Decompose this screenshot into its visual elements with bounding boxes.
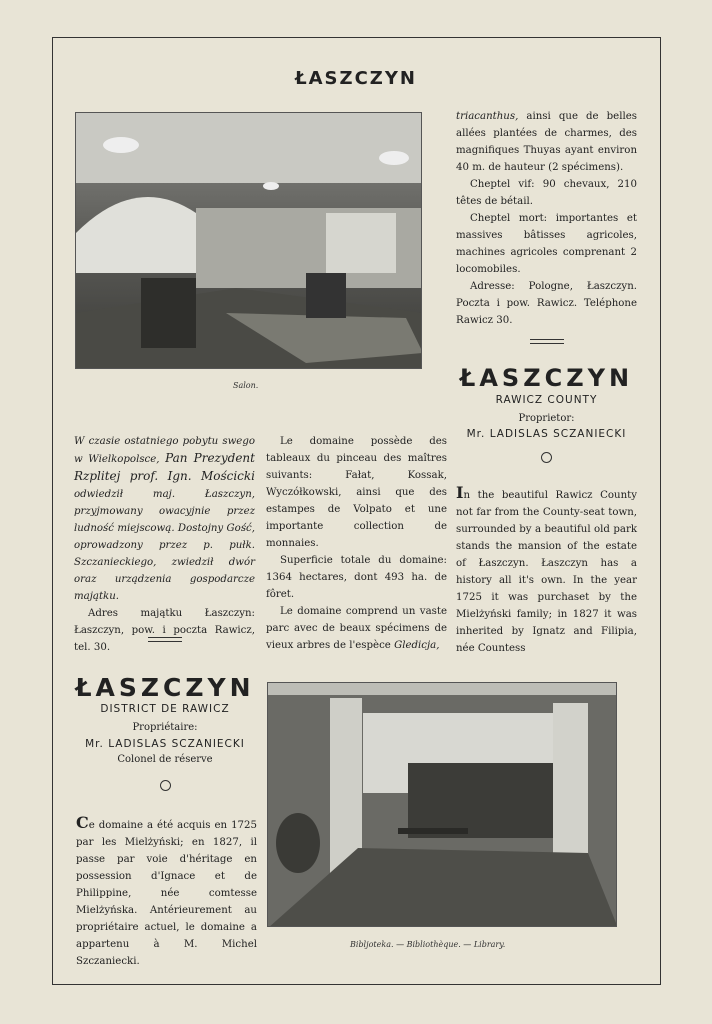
french-title: ŁASZCZYN: [75, 673, 255, 702]
library-illustration: [268, 683, 617, 927]
french-mid-p1: Le domaine possède des tableaux du pinceau des maîtres suivants: Fałat, Kossak, Wyczółkowski, ainsi que des estampes de Volpato et une importante collection de monnaies.: [266, 436, 447, 549]
french-bottom-body: [76, 814, 257, 970]
french-mid-p3-italic: Gledicja,: [394, 640, 440, 651]
english-dropcap: I: [456, 483, 464, 502]
french-mid-p2: Superficie totale du domaine: 1364 hectares, dont 493 ha. de fôret.: [266, 555, 447, 600]
salon-illustration: [76, 113, 422, 369]
english-proprietor-name: Mr. LADISLAS SCZANIECKI: [466, 428, 627, 440]
polish-p1-a: W czasie ostatniego pobytu swego w Wielkopolsce,: [74, 436, 255, 465]
library-photo: [267, 682, 617, 927]
polish-text: [74, 433, 255, 656]
french-owner-name: Mr. LADISLAS SCZANIECKI: [85, 738, 245, 750]
english-body: [456, 484, 637, 657]
english-county: RAWICZ COUNTY: [495, 394, 598, 406]
french-text-mid: [266, 433, 447, 654]
english-body-text: n the beautiful Rawicz County not far from the County-seat town, surrounded by a beautiful old park stands the mansion of the estate of Łaszczyn. Łaszczyn has a history all it's own. In the year 1725 it was purchaset by the Mielżyński family; in 1827 it was inherited by Ignatz and Filipia, née Countess: [456, 490, 637, 654]
french-right-p4: Adresse: Pologne, Łaszczyn. Poczta i pow. Rawicz. Teléphone Rawicz 30.: [456, 281, 637, 326]
french-body-text: e domaine a été acquis en 1725 par les Mielżyński; en 1827, il passe par voie d'héritage en possession d'Ignace et de Philippine, née comtesse Mielżyńska. Antérieurement au propriétaire actuel, le domaine a appartenu à M. Michel Szczaniecki.: [76, 820, 257, 967]
french-right-p3: Cheptel mort: importantes et massives bâtisses agricoles, machines agricoles comprenant 2 locomobiles.: [456, 213, 637, 275]
salon-caption: Salon.: [233, 381, 259, 390]
french-district: DISTRICT DE RAWICZ: [100, 703, 230, 715]
divider: [148, 637, 182, 642]
french-right-p2: Cheptel vif: 90 chevaux, 210 têtes de bétail.: [456, 179, 637, 207]
french-mid-p3: Le domaine comprend un vaste parc avec de beaux spécimens de vieux arbres de l'espèce: [266, 606, 447, 651]
french-text-right: [456, 108, 637, 329]
french-rank: Colonel de réserve: [117, 754, 213, 765]
french-right-p1: ainsi que de belles allées plantées de charmes, des magnifiques Thuyas ayant environ 40 m. de hauteur (2 spécimens).: [456, 111, 637, 173]
divider: [530, 339, 564, 344]
french-dropcap: C: [76, 813, 89, 832]
page-title: ŁASZCZYN: [295, 68, 417, 89]
ornament-icon: [160, 780, 171, 791]
salon-photo: [75, 112, 422, 369]
ornament-icon: [541, 452, 552, 463]
english-title: ŁASZCZYN: [459, 364, 634, 392]
french-owner-label: Propriétaire:: [132, 722, 198, 733]
english-proprietor-label: Proprietor:: [518, 413, 575, 424]
polish-address: Adres majątku Łaszczyn: Łaszczyn, pow. i poczta Rawicz, tel. 30.: [74, 608, 255, 653]
polish-p1-c: odwiedził maj. Łaszczyn, przyjmowany owacyjnie przez ludność miejscową. Dostojny Gość, oprowadzony przez p. pułk. Szczanieckiego, zwiedził dwór oraz urządzenia gospodarcze majątku.: [74, 489, 255, 602]
library-caption: Bibljoteka. — Bibliothèque. — Library.: [350, 940, 506, 949]
french-right-italic: triacanthus,: [456, 111, 519, 122]
polish-president: Pan Prezydent Rzplitej prof. Ign. Mościcki: [74, 451, 255, 483]
